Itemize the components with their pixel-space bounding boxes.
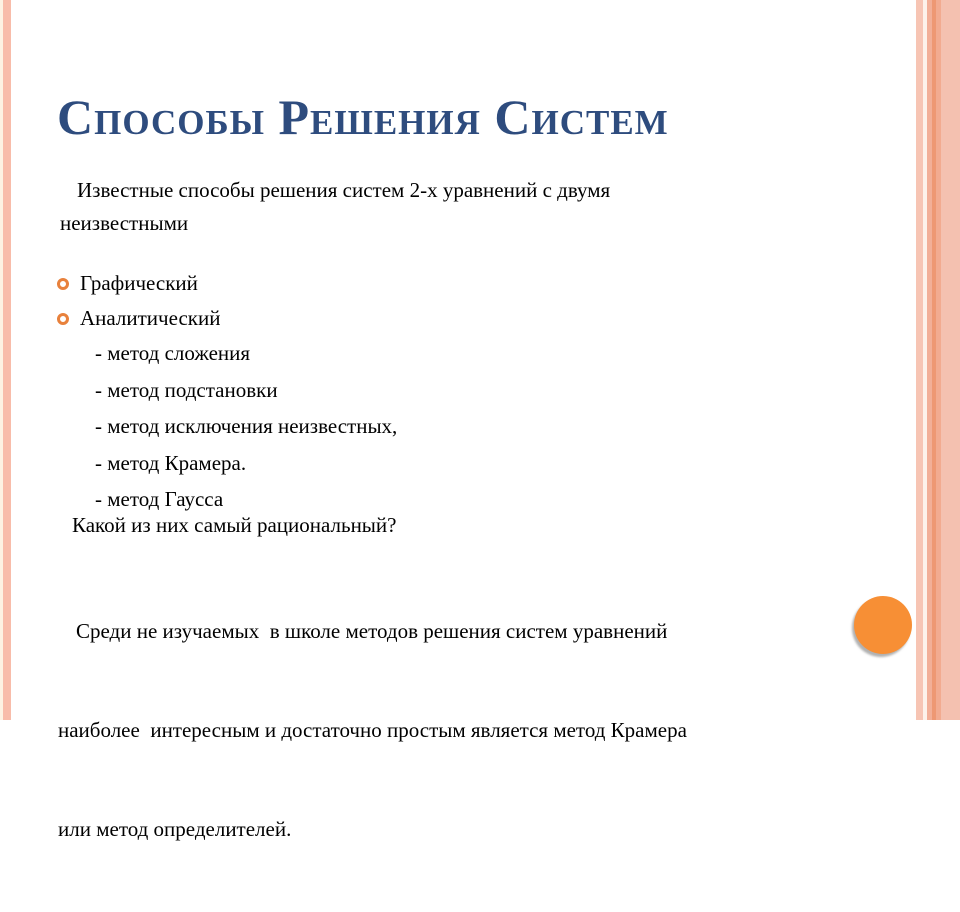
intro-line: неизвестными — [60, 211, 189, 235]
slide-title: Способы Решения Систем — [57, 89, 669, 145]
right-stripe-decoration — [916, 0, 960, 720]
bullet-label: Графический — [80, 271, 198, 295]
conclusion-line: наиболее интересным и достаточно простым является метод Крамера — [58, 718, 687, 742]
intro-line: Известные способы решения систем 2-х уравнений с двумя — [77, 178, 611, 202]
method-item: - метод Крамера. — [95, 450, 247, 475]
method-item: - метод подстановки — [95, 377, 278, 402]
bullet-item-graphic — [57, 266, 220, 301]
bullet-label: Аналитический — [80, 306, 221, 330]
ring-bullet-icon — [57, 313, 69, 325]
method-item: - метод исключения неизвестных, — [95, 414, 398, 438]
conclusion-line: Среди не изучаемых в школе методов решения систем уравнений — [76, 619, 668, 643]
ring-bullet-icon — [57, 278, 69, 290]
orange-circle-decoration — [854, 596, 912, 654]
intro-paragraph — [60, 174, 720, 240]
bullet-item-analytic — [57, 301, 220, 336]
bullet-list — [57, 266, 220, 336]
left-stripe-decoration — [0, 0, 12, 720]
conclusion-line: или метод определителей. — [58, 817, 292, 841]
conclusion-paragraph — [58, 549, 818, 912]
method-item: - метод Гаусса — [95, 487, 224, 511]
question-line: Какой из них самый рациональный? — [72, 513, 397, 537]
method-sublist — [95, 341, 397, 524]
method-item: - метод сложения — [95, 341, 251, 365]
